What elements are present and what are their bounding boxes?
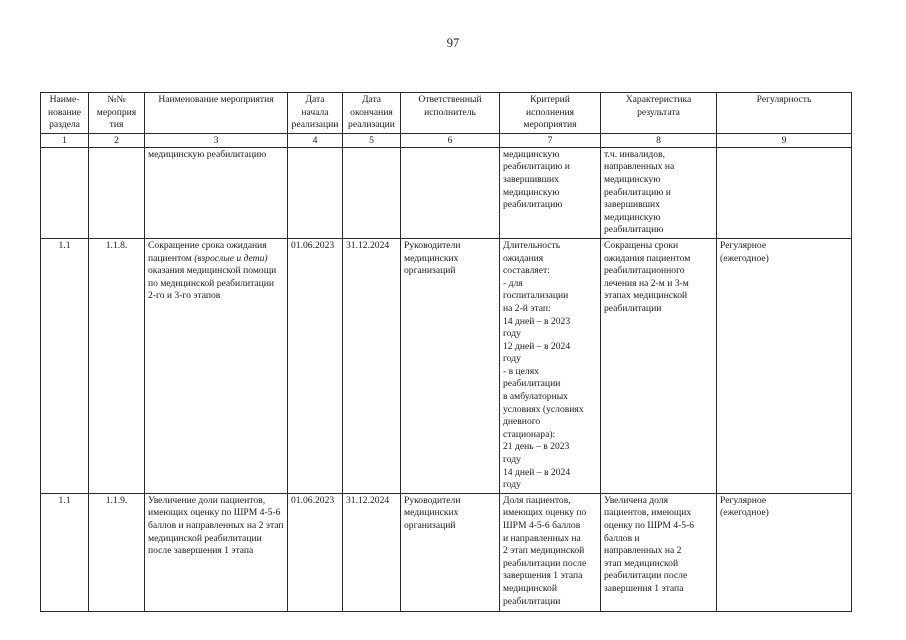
cell-regularity: Регулярное (ежегодное) <box>717 493 852 611</box>
cell-end-date: 31.12.2024 <box>343 238 401 493</box>
cell-responsible <box>401 147 500 238</box>
column-index: 9 <box>717 133 852 147</box>
column-index: 6 <box>401 133 500 147</box>
table-row <box>41 493 852 611</box>
cell-section: 1.1 <box>41 493 89 611</box>
column-index: 5 <box>343 133 401 147</box>
cell-result: т.ч. инвалидов, направленных на медицинскую реабилитацию и завершивших медицинскую реабилитацию <box>601 147 717 238</box>
header-row <box>41 93 852 134</box>
activities-table <box>40 92 852 612</box>
cell-end-date <box>343 147 401 238</box>
header-result: Характеристика результата <box>601 93 717 134</box>
cell-number <box>89 147 145 238</box>
cell-section: 1.1 <box>41 238 89 493</box>
column-index: 1 <box>41 133 89 147</box>
header-criterion: Критерий исполнения мероприятия <box>500 93 601 134</box>
header-number: №№ мероприя тия <box>89 93 145 134</box>
cell-responsible: Руководители медицинских организаций <box>401 238 500 493</box>
header-end-date: Дата окончания реализации <box>343 93 401 134</box>
page-number: 97 <box>446 36 460 50</box>
name-italic-text: (взрослые и дети) <box>194 252 268 264</box>
header-responsible: Ответственный исполнитель <box>401 93 500 134</box>
cell-responsible: Руководители медицинских организаций <box>401 493 500 611</box>
header-name: Наименование мероприятия <box>145 93 288 134</box>
cell-name: медицинскую реабилитацию <box>145 147 288 238</box>
cell-start-date: 01.06.2023 <box>288 238 343 493</box>
header-start-date: Дата начала реализации <box>288 93 343 134</box>
cell-regularity: Регулярное (ежегодное) <box>717 238 852 493</box>
column-index: 3 <box>145 133 288 147</box>
cell-criterion: медицинскую реабилитацию и завершивших медицинскую реабилитацию <box>500 147 601 238</box>
cell-start-date <box>288 147 343 238</box>
cell-result: Увеличена доля пациентов, имеющих оценку по ШРМ 4-5-6 баллов и направленных на 2 этап медицинской реабилитации после завершения 1 этапа <box>601 493 717 611</box>
cell-regularity <box>717 147 852 238</box>
column-index: 8 <box>601 133 717 147</box>
cell-result: Сокращены сроки ожидания пациентом реабилитационного лечения на 2-м и 3-м этапах медицинской реабилитации <box>601 238 717 493</box>
header-section: Наиме- нование раздела <box>41 93 89 134</box>
column-index: 2 <box>89 133 145 147</box>
column-index-row <box>41 133 852 147</box>
cell-name <box>145 238 288 493</box>
cell-name: Увеличение доли пациентов, имеющих оценку по ШРМ 4-5-6 баллов и направленных на 2 этап медицинской реабилитации после завершения 1 этапа <box>145 493 288 611</box>
table-row <box>41 238 852 493</box>
cell-section <box>41 147 89 238</box>
name-text: оказания медицинской помощи по медицинской реабилитации 2-го и 3-го этапов <box>148 265 277 302</box>
cell-number: 1.1.9. <box>89 493 145 611</box>
header-regularity: Регулярность <box>717 93 852 134</box>
cell-criterion: Доля пациентов, имеющих оценку по ШРМ 4-5-6 баллов и направленных на 2 этап медицинской реабилитации после завершения 1 этапа медицинской реабилитации <box>500 493 601 611</box>
name-text: Сокращение срока ожидания пациентом <box>148 239 267 264</box>
cell-number: 1.1.8. <box>89 238 145 493</box>
continued-row <box>41 147 852 238</box>
cell-start-date: 01.06.2023 <box>288 493 343 611</box>
column-index: 7 <box>500 133 601 147</box>
cell-criterion: Длительность ожидания составляет: - для госпитализации на 2-й этап: 14 дней – в 2023 году 12 дней – в 2024 году - в целях реабилитации в амбулаторных условиях (условиях дневного стационара): 21 день – в 2023 году 14 дней – в 2024 году <box>500 238 601 493</box>
cell-end-date: 31.12.2024 <box>343 493 401 611</box>
column-index: 4 <box>288 133 343 147</box>
